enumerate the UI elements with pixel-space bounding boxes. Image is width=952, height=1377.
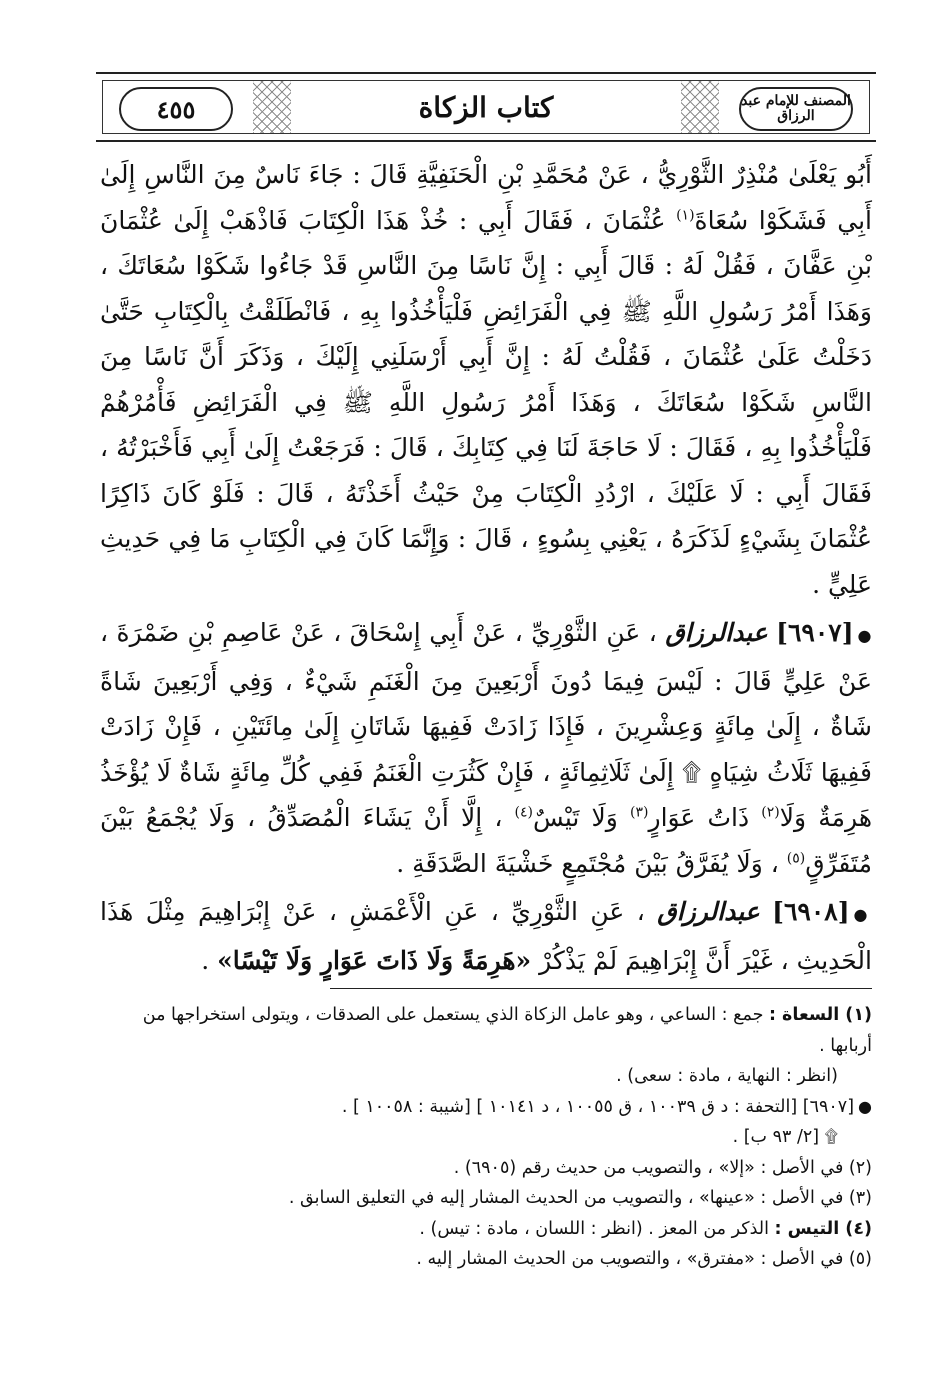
hadith-6907 bbox=[100, 610, 872, 886]
footnote-5: (٥) في الأصل : «مفترق» ، والتصويب من الحديث المشار إليه . bbox=[416, 1249, 872, 1269]
text-line: عُثْمَانَ ، فَقَالَ أَبِي : خُذْ هَذَا الْكِتَابَ فَاذْهَبْ إِلَىٰ عُثْمَانَ بْنِ عَفَّانَ ، bbox=[100, 205, 872, 280]
header-ornament-left bbox=[253, 81, 291, 133]
footnote-2: (٢) في الأصل : «إلا» ، والتصويب من حديث رقم (٦٩٠٥) . bbox=[453, 1157, 872, 1178]
bullet-icon: ● bbox=[858, 1096, 872, 1116]
text-line: ، إِلَّا أَنْ يَشَاءَ الْمُصَدِّقُ ، وَلَا يُجْمَعُ بَيْنَ مُتَفَرِّقٍ bbox=[100, 803, 872, 878]
text-line: مُجْتَمِعٍ خَشْيَةَ الصَّدَقَةِ . bbox=[396, 848, 627, 878]
footnote-1 bbox=[100, 1000, 872, 1061]
footnote-mark: (١) bbox=[676, 207, 695, 224]
text-line: أَبِي فَشَكَوْا سُعَاةَ bbox=[694, 205, 872, 235]
footnote-mark: (٢) bbox=[761, 804, 780, 821]
text-line: ذَاتُ عَوَارٍ bbox=[648, 803, 750, 832]
footnotes bbox=[100, 1000, 872, 1275]
text-line: وَلَا تَيْسٌ bbox=[533, 803, 618, 832]
book-logo: المصنف للإمام عبد الرزاق bbox=[739, 87, 853, 131]
text-line: أَبِي فَأَخْبَرْتُهُ ، فَقَالَ أَبِي : لَا عَلَيْكَ ، ارْدُدِ الْكِتَابَ مِنْ حَيْثُ أَخَذْتَهُ ، قَالَ : فَلَوْ كَانَ ذَاكِرًا bbox=[100, 433, 872, 508]
text-line: قَالَ : لَيْسَ فِيمَا دُونَ أَرْبَعِينَ مِنَ الْغَنَمِ شَيْءٌ ، وَفِي أَرْبَعِينَ شَاةً شَاةٌ ، إِلَىٰ مِائَةٍ bbox=[100, 666, 872, 741]
main-text bbox=[100, 152, 872, 983]
footnote-divider bbox=[330, 988, 872, 989]
quoted-text: «هَرِمَةً وَلَا ذَاتَ عَوَارٍ وَلَا تَيْسًا» bbox=[217, 945, 532, 975]
chapter-title: كتاب الزكاة bbox=[418, 90, 554, 124]
footnote-term: (١) السعاة : bbox=[768, 1005, 872, 1025]
text-line: . bbox=[201, 945, 210, 975]
hadith-number: [٦٩٠٨] bbox=[772, 897, 850, 926]
footnote-mark: (٥) bbox=[786, 850, 806, 867]
hadith-number: [٦٩٠٧] bbox=[776, 618, 854, 647]
header-frame bbox=[102, 80, 870, 134]
text-line: ثَلَاثِمِائَةٍ ، فَإِنْ كَثُرَتِ الْغَنَمُ فَفِي كُلِّ مِائَةٍ شَاةٌ لَا يُؤْخَذُ هَرِمَةٌ وَلَا bbox=[100, 757, 872, 832]
footnote-3: (٣) في الأصل : «عينها» ، والتصويب من الحديث المشار إليه في التعليق السابق . bbox=[288, 1188, 872, 1208]
footnote-term: (٤) التيس : bbox=[774, 1218, 872, 1239]
footnote-1-ref: (انظر : النهاية ، مادة : سعى) . bbox=[616, 1066, 838, 1086]
text-line: وَعِشْرِينَ ، فَإِذَا زَادَتْ فَفِيهَا شَاتَانِ إِلَىٰ مِائَتَيْنِ ، فَإِنْ زَادَتْ فَفِيهَا ثَلَاثُ شِيَاهٍ ۩ إِلَىٰ bbox=[100, 712, 872, 787]
footnote-text: جمع : الساعي ، وهو عامل الزكاة الذي يستعمل على الصدقات ، ويتولى استخراجها من أربابها . bbox=[142, 1005, 872, 1056]
text-line: إِنَّ أَبِي أَرْسَلَنِي إِلَيْكَ ، وَذَكَرَ أَنَّ نَاسًا مِنَ النَّاسِ شَكَوْا سُعَاتَكَ ، وَهَذَا أَمْرُ رَسُولِ اللَّهِ ﷺ bbox=[100, 342, 872, 417]
takhrij-6907 bbox=[100, 1092, 872, 1123]
narrator-name: عبدالرزاق bbox=[665, 618, 768, 647]
text-line: فِي الْفَرَائِضِ فَلْيَأْخُذُوا بِهِ ، فَانْطَلَقْتُ بِالْكِتَابِ حَتَّىٰ دَخَلْتُ عَلَىٰ عُثْمَانَ ، فَقُلْتُ لَهُ : bbox=[100, 296, 872, 371]
footnote-mark: (٣) bbox=[630, 804, 649, 821]
text-line: عُثْمَانَ بِشَيْءٍ لَذَكَرَهُ ، يَعْنِي بِسُوءٍ ، قَالَ : وَإِنَّمَا كَانَ فِي الْكِتَابِ مَا فِي حَدِيثِ عَلِيٍّ . bbox=[100, 524, 872, 599]
text-line: فِي الْفَرَائِضِ فَأْمُرْهُمْ فَلْيَأْخُذُوا بِهِ ، فَقَالَ : لَا حَاجَةَ لَنَا فِي كِتَابِكَ ، قَالَ : فَرَجَعْتُ إِلَىٰ bbox=[100, 387, 872, 462]
folio-ref: ۩ [٢/ ٩٣ ب] . bbox=[732, 1127, 838, 1147]
page-header bbox=[96, 72, 876, 142]
text-line: ، وَلَا يُفَرَّقُ بَيْنَ bbox=[634, 848, 779, 878]
takhrij-text: [٦٩٠٧] [التحفة : د ق ١٠٠٣٩ ، ق ١٠٠٥٥ ، د ١٠١٤١ ] [شيبة : ١٠٠٥٨ ] . bbox=[341, 1096, 855, 1117]
text-line: ، عَنِ الثَّوْرِيِّ ، عَنْ أَبِي إِسْحَاقَ ، عَنْ عَاصِمِ بْنِ ضَمْرَةَ ، عَنْ عَلِيٍّ bbox=[100, 618, 872, 696]
text-line: إِبْرَاهِيمَ لَمْ يَذْكُرْ bbox=[539, 945, 698, 975]
footnote-4 bbox=[100, 1214, 872, 1245]
text-line: فَقُلْ لَهُ : قَالَ أَبِي : إِنَّ نَاسًا مِنَ النَّاسِ قَدْ جَاءُوا شَكَوْا سُعَاتَكَ ، وَهَذَا أَمْرُ رَسُولِ اللَّهِ ﷺ bbox=[100, 251, 872, 326]
text-line: ، عَنِ الثَّوْرِيِّ ، عَنِ الْأَعْمَشِ ، عَنْ إِبْرَاهِيمَ مِثْلَ هَذَا الْحَدِيثِ ، غَيْرَ أَنَّ bbox=[100, 897, 872, 975]
text-line: أَبُو يَعْلَىٰ مُنْذِرٌ الثَّوْرِيُّ ، عَنْ مُحَمَّدِ بْنِ الْحَنَفِيَّةِ قَالَ : جَاءَ نَاسٌ مِنَ النَّاسِ إِلَىٰ bbox=[100, 160, 872, 189]
narrator-name: عبدالرزاق bbox=[657, 897, 760, 926]
page-number: ٤٥٥ bbox=[119, 87, 233, 131]
hadith-6908 bbox=[100, 889, 872, 983]
footnote-text: الذكر من المعز . (انظر : اللسان ، مادة : تيس) . bbox=[419, 1218, 769, 1239]
bullet-icon: ● bbox=[853, 905, 872, 924]
header-ornament-right bbox=[681, 81, 719, 133]
continued-hadith bbox=[100, 152, 872, 607]
bullet-icon: ● bbox=[857, 626, 872, 645]
footnote-mark: (٤) bbox=[514, 804, 534, 821]
